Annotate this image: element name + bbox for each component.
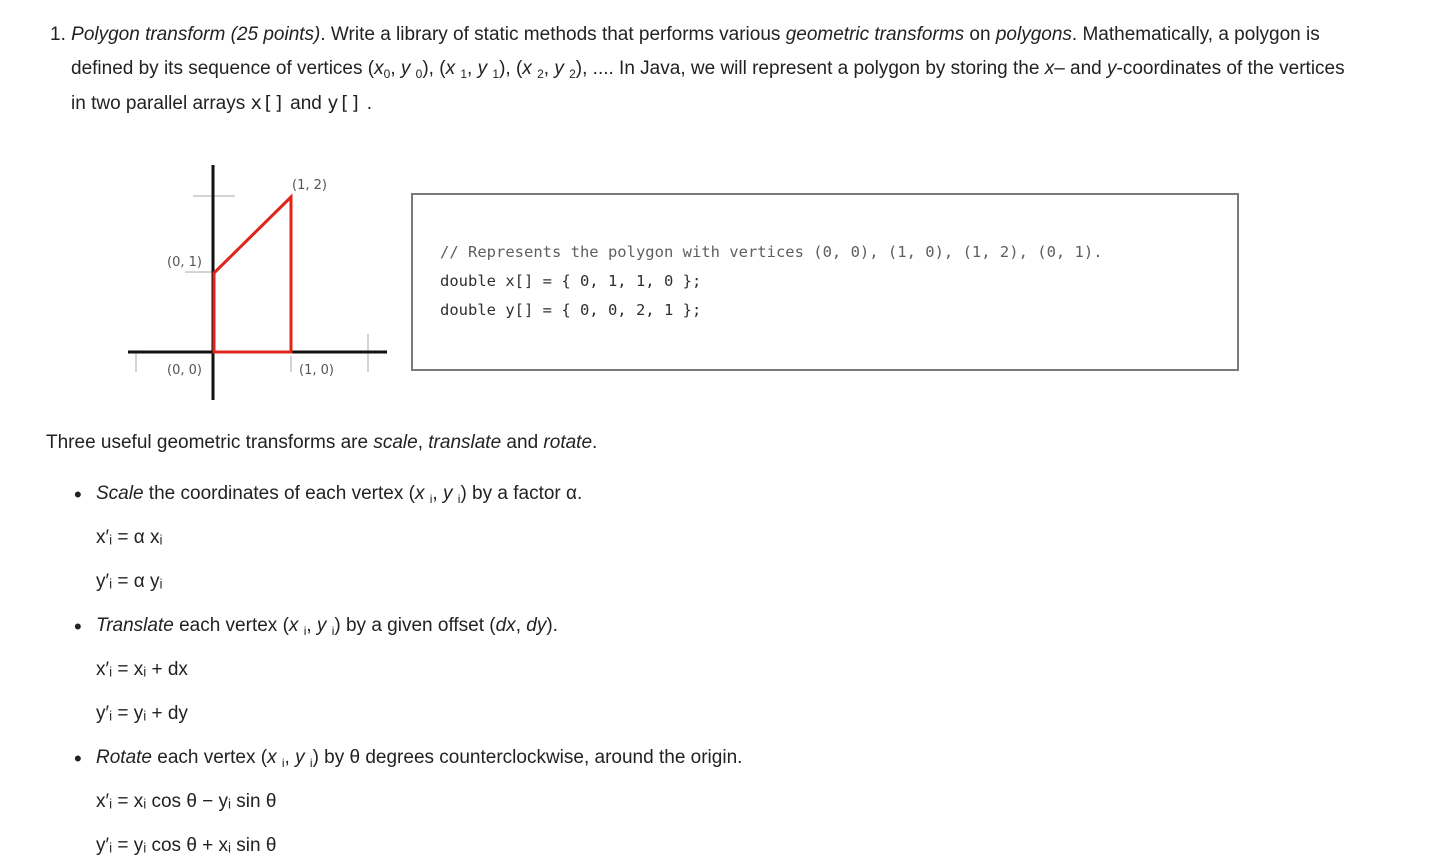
label-0-0: (0, 0): [167, 363, 202, 378]
red-polygon: [214, 197, 291, 352]
emphasis: Rotate: [96, 747, 152, 768]
intro-text: .: [592, 432, 598, 453]
formula-scale-x: x′ᵢ = α xᵢ: [96, 527, 163, 548]
problem-text: on: [964, 24, 996, 45]
var-y: y: [1107, 58, 1117, 79]
inline-code-x: x[]: [250, 92, 285, 114]
code-line-y: double y[] = { 0, 0, 2, 1 };: [440, 301, 702, 319]
problem-text: and: [284, 93, 328, 114]
guide-lines: [136, 196, 368, 372]
bullet-translate: Translate each vertex (x $_i$, y $_i$) by a given offset (dx, dy).: [96, 615, 558, 638]
code-block: [411, 193, 1239, 371]
problem-text: – and: [1054, 58, 1108, 79]
bullet-text: ) by θ degrees counterclockwise, around the origin.: [312, 747, 743, 768]
problem-text: . Write a library of static methods that performs various: [320, 24, 786, 45]
code-line-x: double x[] = { 0, 1, 1, 0 };: [440, 272, 702, 290]
formula-rotate-y: y′ᵢ = yᵢ cos θ + xᵢ sin θ: [96, 835, 277, 856]
formula-rotate-x: x′ᵢ = xᵢ cos θ − yᵢ sin θ: [96, 791, 277, 812]
formula-translate-y: y′ᵢ = yᵢ + dy: [96, 703, 188, 724]
bullet-text: ).: [546, 615, 558, 636]
formula-scale-y: y′ᵢ = α yᵢ: [96, 571, 163, 592]
bullet-dot: •: [74, 614, 82, 639]
problem-text: In Java, we will represent a polygon by storing the: [613, 58, 1045, 79]
problem-line-3: [71, 91, 372, 116]
label-1-2: (1, 2): [292, 178, 327, 193]
emphasis: scale: [373, 432, 418, 453]
code-comment: // Represents the polygon with vertices (0, 0), (1, 0), (1, 2), (0, 1).: [440, 243, 1103, 261]
label-1-0: (1, 0): [299, 363, 334, 378]
bullet-scale: Scale the coordinates of each vertex (x $_i$, y $_i$) by a factor α.: [96, 483, 583, 506]
problem-text: -coordinates of the vertices: [1116, 58, 1345, 79]
problem-line-1: [50, 23, 1320, 47]
problem-line-2: [71, 57, 1345, 81]
label-0-1: (0, 1): [167, 255, 202, 270]
bullet-dot: •: [74, 482, 82, 507]
problem-text: . Mathematically, a polygon is: [1071, 24, 1320, 45]
emphasis: translate: [428, 432, 502, 453]
problem-text: defined by its sequence of vertices: [71, 58, 368, 79]
formula-translate-x: x′ᵢ = xᵢ + dx: [96, 659, 188, 680]
bullet-rotate: Rotate each vertex (x $_i$, y $_i$) by θ degrees counterclockwise, around the origin.: [96, 747, 743, 770]
intro-paragraph: [46, 431, 597, 455]
problem-title: Polygon transform (25 points): [71, 24, 321, 45]
vertex-sequence: ($x_0$, y $_0$), (x $_1$, y $_1$), (x $_2$, y $_2$), ....: [367, 58, 614, 81]
bullet-dot: •: [74, 746, 82, 771]
problem-text: .: [361, 93, 373, 114]
emphasis: Translate: [96, 615, 174, 636]
emphasis: Scale: [96, 483, 144, 504]
bullet-text: ) by a given offset (: [334, 615, 496, 636]
intro-text: Three useful geometric transforms are: [46, 432, 374, 453]
bullet-text: each vertex (: [173, 615, 289, 636]
bullet-text: the coordinates of each vertex (: [143, 483, 415, 504]
polygon-figure: [125, 160, 395, 405]
emphasis: rotate: [543, 432, 593, 453]
bullet-text: each vertex (: [151, 747, 268, 768]
problem-number: 1.: [50, 24, 66, 45]
intro-text: ,: [417, 432, 429, 453]
var-x: x: [1044, 58, 1055, 79]
emphasis: polygons: [995, 24, 1072, 45]
inline-code-y: y[]: [327, 92, 362, 114]
intro-text: and: [501, 432, 544, 453]
problem-text: in two parallel arrays: [71, 93, 251, 114]
emphasis: geometric transforms: [785, 24, 965, 45]
bullet-text: ) by a factor α.: [460, 483, 583, 504]
